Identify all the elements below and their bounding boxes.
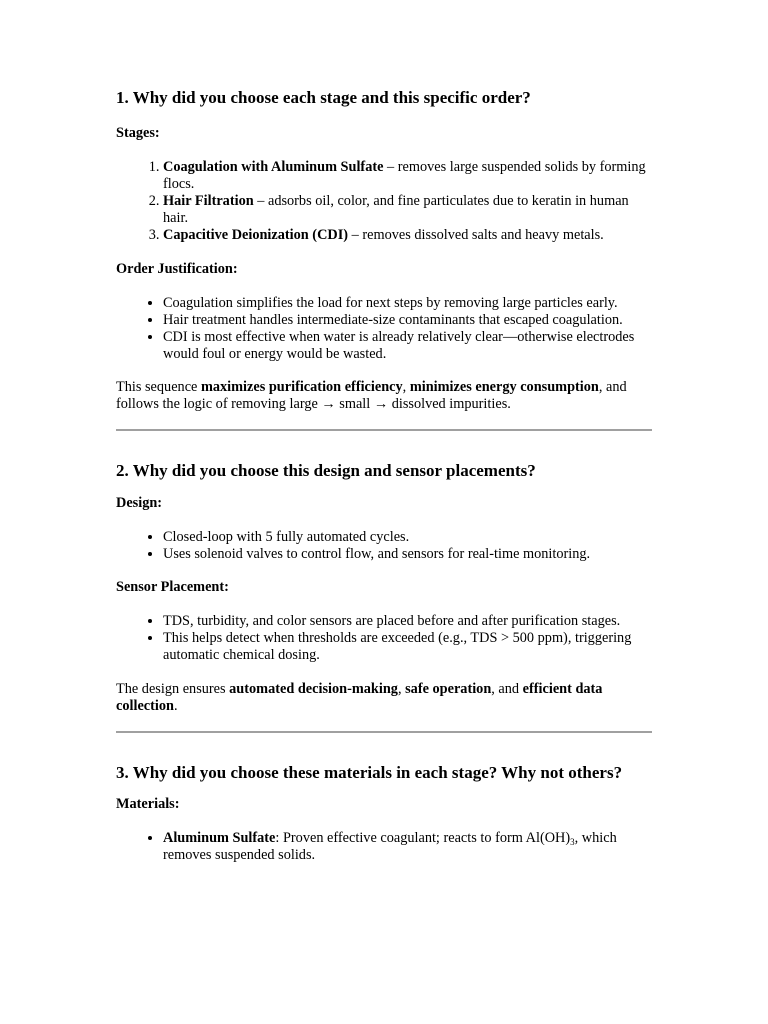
sensor-placement-label: Sensor Placement: [116, 579, 229, 595]
section-1-heading: 1. Why did you choose each stage and this specific order? [116, 88, 531, 107]
order-justification-label: Order Justification: [116, 261, 238, 277]
section-2-summary: The design ensures automated decision-making, safe operation, and efficient data collection. [116, 681, 603, 714]
list-item: • Uses solenoid valves to control flow, and sensors for real-time monitoring. [163, 546, 652, 563]
section-3-heading: 3. Why did you choose these materials in each stage? Why not others? [116, 763, 623, 782]
section-1-summary: This sequence maximizes purification efficiency, minimizes energy consumption, and follows the logic of removing large → small → dissolved impurities. [116, 379, 627, 412]
list-item: • Aluminum Sulfate: Proven effective coagulant; reacts to form $Al(OH)_3$, which removes suspended solids. [163, 830, 652, 864]
list-item: • TDS, turbidity, and color sensors are placed before and after purification stages. [163, 613, 652, 630]
list-item: • Closed-loop with 5 fully automated cycles. [163, 529, 652, 546]
stages-list [116, 159, 652, 244]
materials-label: Materials: [116, 796, 180, 812]
sensor-placement-list [116, 613, 652, 664]
list-item: 3. Capacitive Deionization (CDI) – removes dissolved salts and heavy metals. [163, 227, 652, 244]
stages-label: Stages: [116, 125, 160, 141]
list-item: 1. Coagulation with Aluminum Sulfate – removes large suspended solids by forming flocs. [163, 159, 652, 193]
section-2-heading: 2. Why did you choose this design and sensor placements? [116, 461, 536, 480]
list-item: 2. Hair Filtration – adsorbs oil, color, and fine particulates due to keratin in human hair. [163, 193, 652, 227]
list-item: • Hair treatment handles intermediate-size contaminants that escaped coagulation. [163, 312, 652, 329]
order-justification-list [116, 295, 652, 363]
list-item: • CDI is most effective when water is already relatively clear—otherwise electrodes would foul or energy would be wasted. [163, 329, 652, 363]
design-label: Design: [116, 495, 163, 511]
design-list [116, 529, 652, 563]
list-item: • This helps detect when thresholds are exceeded (e.g., TDS > 500 ppm), triggering automatic chemical dosing. [163, 630, 652, 664]
document-content [116, 88, 652, 864]
materials-list [116, 830, 652, 864]
list-item: • Coagulation simplifies the load for next steps by removing large particles early. [163, 295, 652, 312]
